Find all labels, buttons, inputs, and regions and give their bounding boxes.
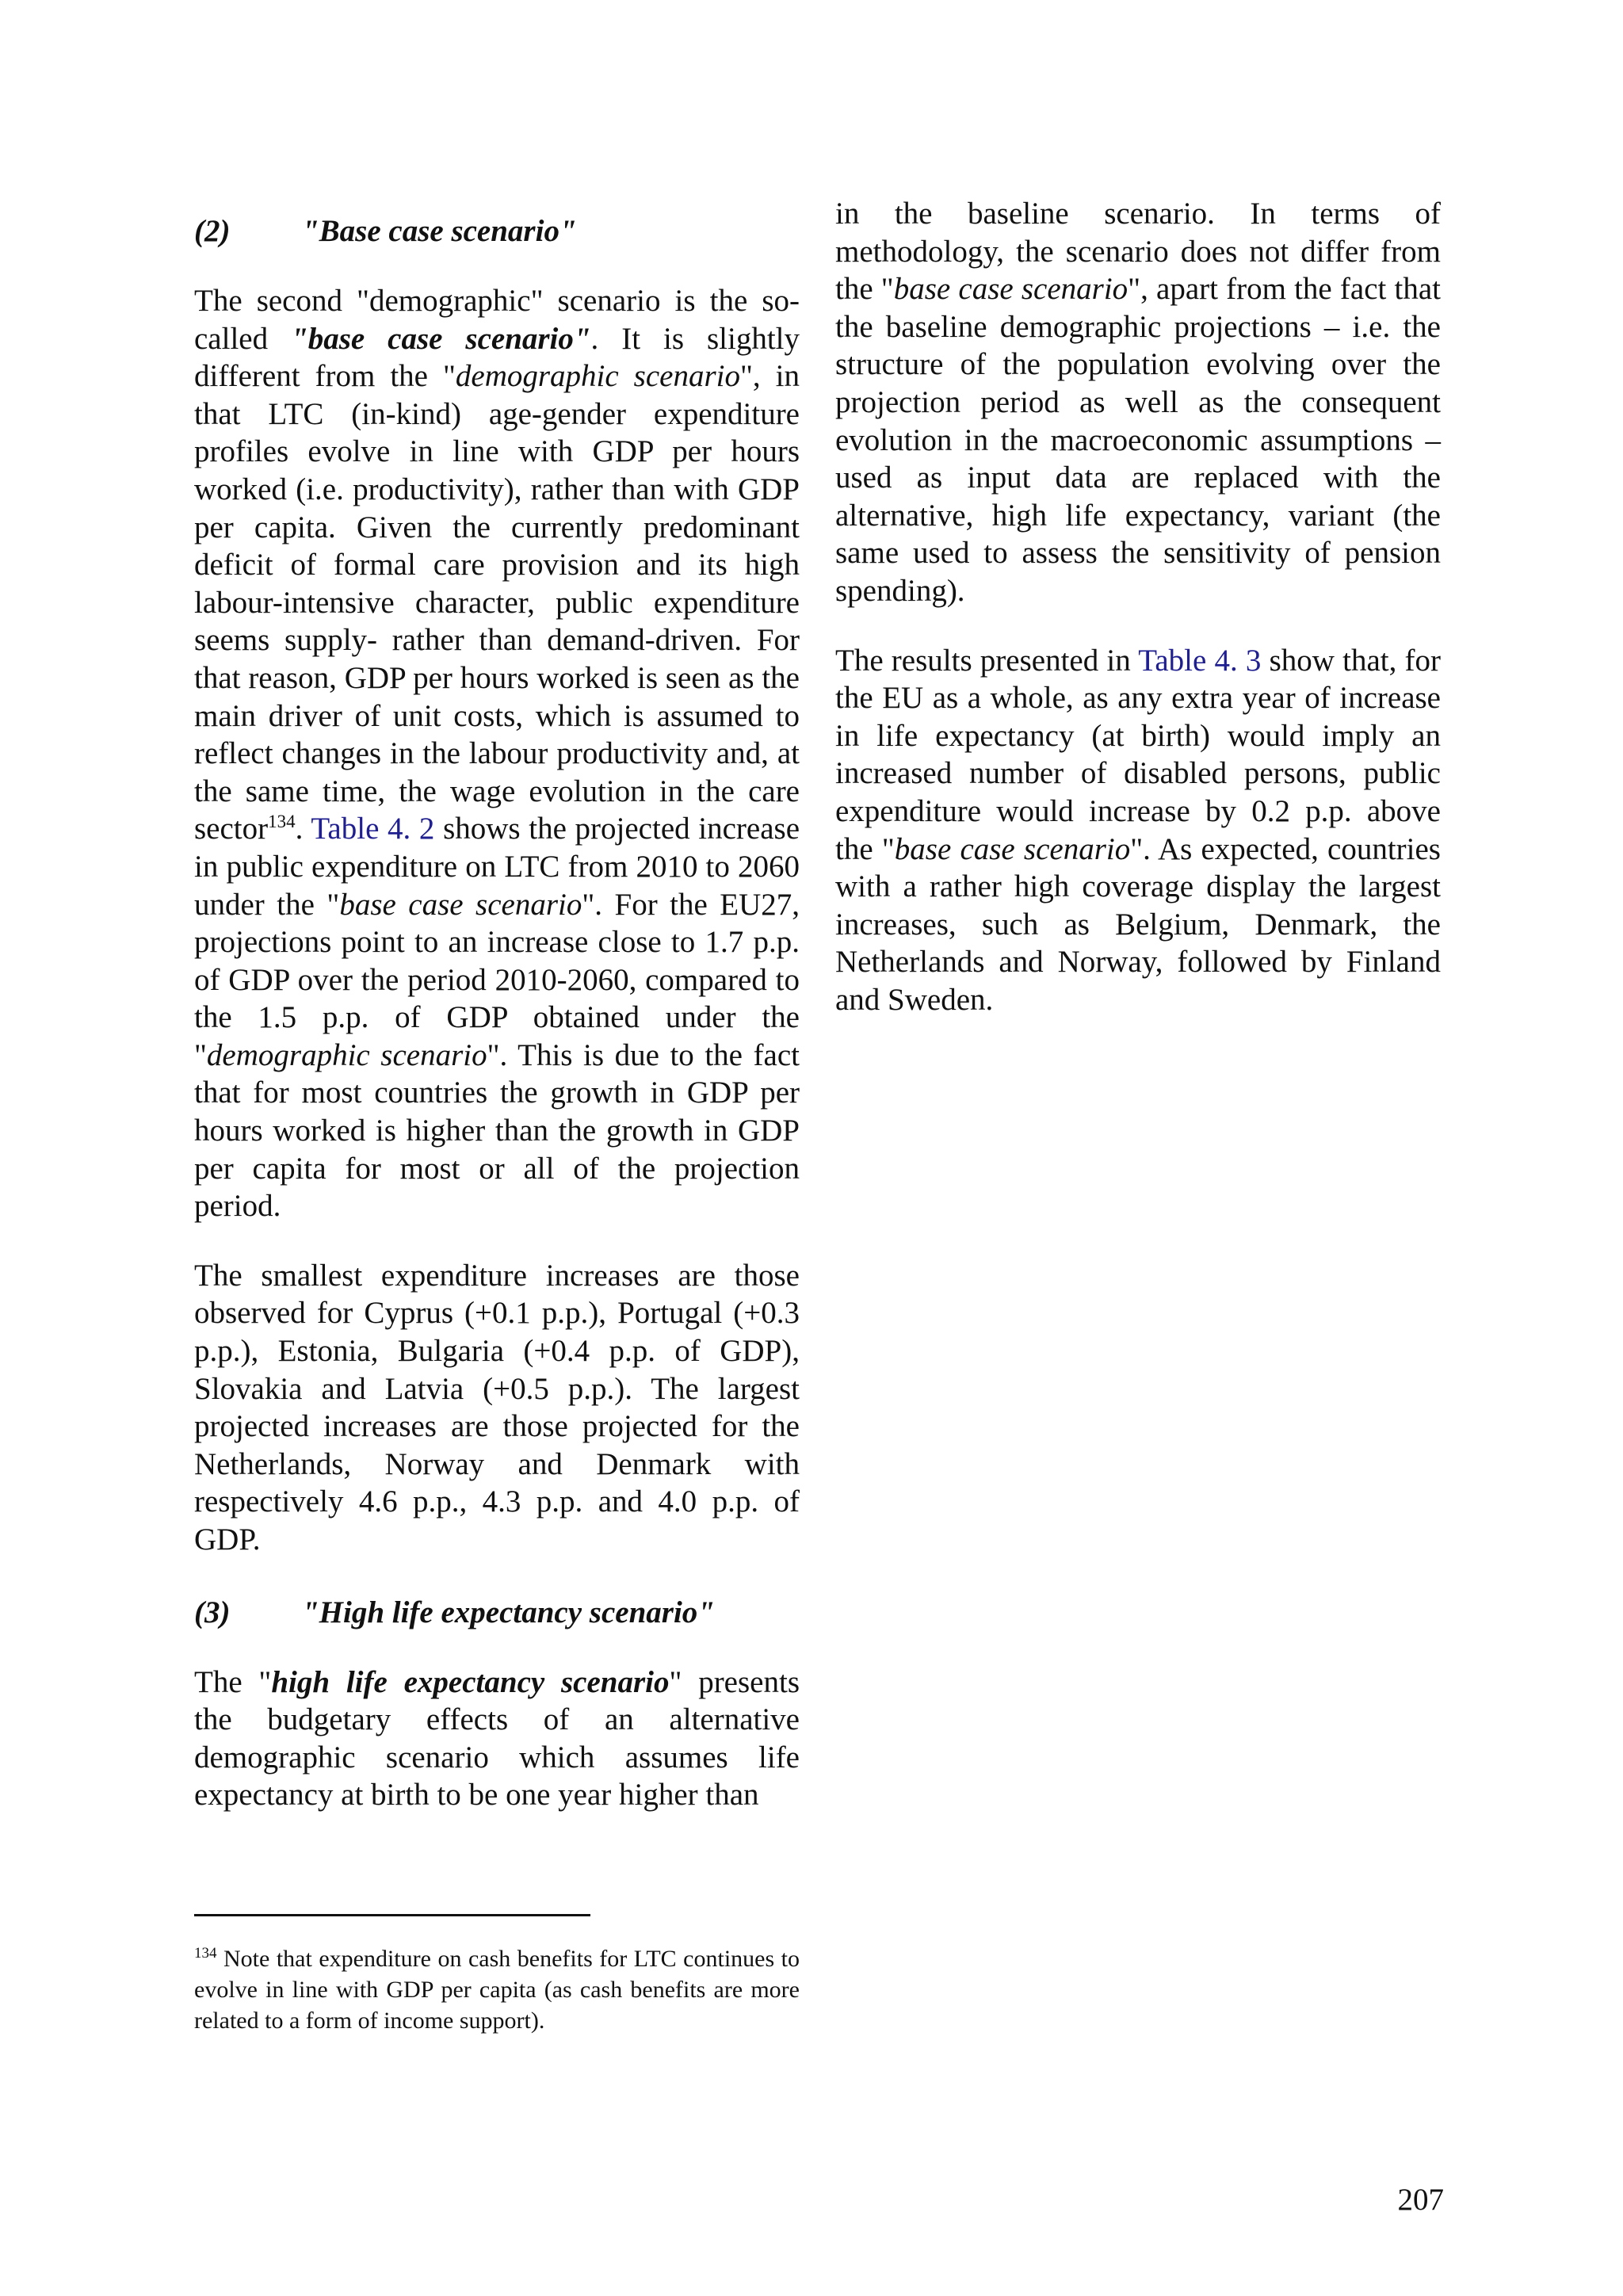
page-number: 207 <box>1397 2183 1444 2217</box>
section-title: "High life expectancy scenario" <box>302 1595 715 1629</box>
right-column <box>835 195 1441 1050</box>
footnote-134 <box>194 1943 800 2036</box>
table-4-2-link[interactable]: Table 4. 2 <box>311 812 435 846</box>
paragraph-results <box>835 642 1441 1019</box>
section-number: (3) <box>194 1595 231 1629</box>
text-run: show that, for the EU as a whole, as any extra year of increase in life expectancy (at birth) would imply an increased number of disabled persons, public expenditure would increase by 0.2 p.p. above the " <box>835 643 1441 866</box>
footnote-reference[interactable]: 134 <box>268 812 296 832</box>
text-run: The " <box>194 1664 272 1699</box>
emphasis-term: base case scenario <box>339 887 582 922</box>
section-number: (2) <box>194 214 231 248</box>
section-title: "Base case scenario" <box>302 214 577 248</box>
text-run: " presents the budgetary effects of an alternative demographic scenario which assumes life expectancy at birth to be one year higher than <box>194 1664 800 1813</box>
emphasis-term: base case scenario <box>894 831 1131 866</box>
footnote-text: Note that expenditure on cash benefits for LTC continues to evolve in line with GDP per capita (as cash benefits are more related to a form of income support). <box>194 1946 800 2034</box>
paragraph-base-case <box>194 282 800 1225</box>
text-run: ", in that LTC (in-kind) age-gender expenditure profiles evolve in line with GDP per hours worked (i.e. productivity), rather than with GDP per capita. Given the currently predominant deficit of formal care provision and its high labour-intensive character, public expenditure seems supply- rather than demand-driven. For that reason, GDP per hours worked is seen as the main driver of unit costs, which is assumed to reflect changes in the labour productivity and, at the same time, the wage evolution in the care sector <box>194 359 800 846</box>
paragraph-expenditure-increases: The smallest expenditure increases are those observed for Cyprus (+0.1 p.p.), Portugal (+0.3 p.p.), Estonia, Bulgaria (+0.4 p.p. of GDP), Slovakia and Latvia (+0.5 p.p.). The largest projected increases are those projected for the Netherlands, Norway and Denmark with respectively 4.6 p.p., 4.3 p.p. and 4.0 p.p. of GDP. <box>194 1258 800 1557</box>
section-heading-high-life-expectancy <box>194 1594 800 1632</box>
text-run: ", apart from the fact that the baseline demographic projections – i.e. the structure of the population evolving over the projection period as well as the consequent evolution in the macroeconomic assumptions – used as input data are replaced with the alternative, high life expectancy, variant (the same used to assess the sensitivity of pension spending). <box>835 272 1441 608</box>
text-run: ". For the EU27, projections point to an increase close to 1.7 p.p. of GDP over the period 2010-2060, compared to the 1.5 p.p. of GDP obtained under the " <box>194 887 800 1072</box>
footnote-number: 134 <box>194 1945 217 1962</box>
emphasis-term: demographic scenario <box>206 1037 487 1072</box>
text-run: . <box>295 812 311 846</box>
text-run: shows the projected increase in public expenditure on LTC from 2010 to 2060 under the " <box>194 812 800 922</box>
text-run: . It is slightly different from the " <box>194 321 800 394</box>
footnote-separator <box>194 1914 590 1916</box>
table-4-3-link[interactable]: Table 4. 3 <box>1138 643 1262 678</box>
emphasis-term: demographic scenario <box>455 359 740 394</box>
emphasis-term: high life expectancy scenario <box>271 1664 670 1699</box>
text-run: ". As expected, countries with a rather high coverage display the largest increases, such as Belgium, Denmark, the Netherlands and Norway, followed by Finland and Sweden. <box>835 831 1441 1017</box>
emphasis-term: "base case scenario" <box>291 321 591 356</box>
paragraph-high-life-expectancy <box>194 1664 800 1814</box>
text-run: in the baseline scenario. In terms of methodology, the scenario does not differ from the " <box>835 197 1441 307</box>
left-column <box>194 190 800 1846</box>
paragraph-high-life-expectancy-continued <box>835 195 1441 610</box>
text-run: The results presented in <box>835 643 1139 678</box>
section-heading-base-case <box>194 212 800 250</box>
text-run: The second "demographic" scenario is the so-called <box>194 284 800 356</box>
emphasis-term: base case scenario <box>893 272 1128 307</box>
text-run: ". This is due to the fact that for most countries the growth in GDP per hours worked is higher than the growth in GDP per capita for most or all of the projection period. <box>194 1037 800 1224</box>
